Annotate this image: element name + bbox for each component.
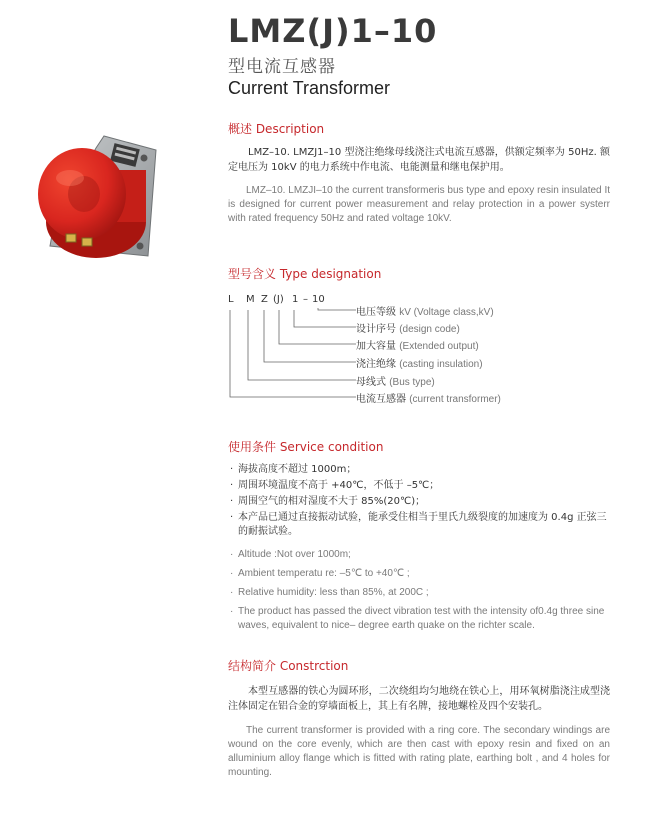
description-en: LMZ–10. LMZJI–10 the current transformeris bus type and epoxy resin insulated It is designed for current power measurement and relay protection in a power systerr with rated frequency 50Hz and rated voltage 10kV. bbox=[228, 185, 610, 224]
description-cn: LMZ–10. LMZJ1–10 型浇注绝缘母线浇注式电流互感器，供额定频率为 50Hz. 额定电压为 10kV 的电力系统中作电流、电能测量和继电保护用。 bbox=[228, 147, 610, 173]
service-condition-cn-list bbox=[228, 463, 614, 541]
list-item: · Relative humidity: less than 85%, at 200C ; bbox=[228, 586, 614, 600]
code-dash: – bbox=[303, 294, 308, 305]
list-item: · 周围环境温度不高于 +40℃，不低于 –5℃； bbox=[228, 479, 614, 493]
designation-design-code: 设计序号 (design code) bbox=[356, 324, 460, 335]
construction-cn: 本型互感器的铁心为圆环形，二次绕组均匀地绕在铁心上，用环氧树脂浇注成型浇注体固定在铝合金的穿墙面板上，其上有名牌，接地螺栓及四个安装孔。 bbox=[228, 686, 610, 712]
code-digit-1: 1 bbox=[292, 294, 299, 305]
list-item: · 海拔高度不超过 1000m； bbox=[228, 463, 614, 477]
list-item: · 本产品已通过直接振动试验，能承受住相当于里氏九级裂度的加速度为 0.4g 正弦三的耐振试验。 bbox=[228, 511, 614, 539]
code-letter-m: M bbox=[246, 294, 255, 305]
designation-casting-insulation: 浇注绝缘 (casting insulation) bbox=[356, 359, 483, 370]
code-letter-l: L bbox=[228, 294, 234, 305]
english-title: Current Transformer bbox=[228, 78, 391, 98]
designation-voltage-class: 电压等级 kV (Voltage class,kV) bbox=[356, 307, 494, 318]
description-heading: 概述 Description bbox=[228, 122, 325, 136]
service-condition-heading: 使用条件 Service condition bbox=[228, 440, 384, 454]
designation-current-transformer: 电流互感器 (current transformer) bbox=[356, 394, 501, 405]
chinese-title: 型电流互感器 bbox=[228, 57, 336, 77]
code-letter-j: (J) bbox=[273, 294, 284, 305]
designation-extended-output: 加大容量 (Extended output) bbox=[356, 341, 479, 352]
current-transformer-illustration bbox=[26, 128, 176, 270]
model-number: LMZ(J)1–10 bbox=[228, 12, 438, 50]
construction-en: The current transformer is provided with a ring core. The secondary windings are wound on the core evenly, which are then cast with epoxy resin and fixed on an alluminium alloy flange which is fitted with rating plate, earthing bolt , and 4 holes for mounting. bbox=[228, 725, 610, 778]
service-condition-en-list bbox=[228, 548, 614, 638]
list-item: · Ambient temperatu re: –5℃ to +40℃ ; bbox=[228, 567, 614, 581]
list-item: · The product has passed the divect vibration test with the intensity of0.4g three sine waves, equivalent to nice– degree earth quake on the richter scale. bbox=[228, 605, 614, 633]
construction-heading: 结构简介 Constrction bbox=[228, 659, 349, 673]
code-letter-z: Z bbox=[261, 294, 268, 305]
code-voltage: 10 bbox=[312, 294, 325, 305]
type-designation-heading: 型号含义 Type designation bbox=[228, 267, 382, 281]
list-item: · 周围空气的相对湿度不大于 85%(20℃)； bbox=[228, 495, 614, 509]
designation-bus-type: 母线式 (Bus type) bbox=[356, 377, 435, 388]
designation-tree-lines bbox=[226, 300, 376, 404]
list-item: · Altitude :Not over 1000m; bbox=[228, 548, 614, 562]
